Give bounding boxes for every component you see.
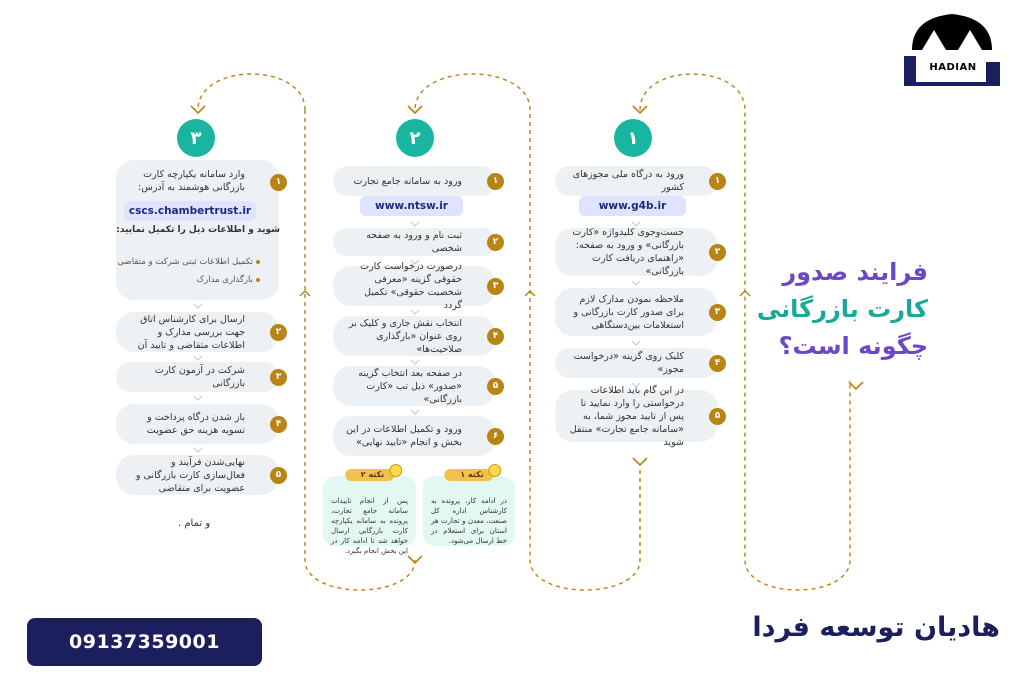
- column-2-step-2: [333, 228, 499, 256]
- column-3-step-3: [116, 362, 282, 392]
- column-2-step-1: [333, 166, 499, 196]
- company-name: هادیان توسعه فردا: [752, 612, 1000, 643]
- title-line-1: فرایند صدور: [782, 258, 928, 286]
- step-circle-1: ۱: [614, 119, 652, 157]
- g4b-url[interactable]: www.g4b.ir: [579, 196, 686, 216]
- step-circle-3: ۳: [177, 119, 215, 157]
- sub-item-text: تکمیل اطلاعات ثبتی شرکت و متقاضی: [117, 257, 253, 267]
- step-number-badge: ۳: [487, 278, 504, 295]
- step-number-badge: ۵: [709, 408, 726, 425]
- step-number-badge: ۳: [709, 304, 726, 321]
- sub-item-text: بارگذاری مدارک: [196, 275, 253, 285]
- step-number-badge: ۴: [270, 416, 287, 433]
- step-number-badge: ۲: [270, 324, 287, 341]
- column-1-step-3: [555, 288, 721, 336]
- column-3-step-2: [116, 312, 282, 352]
- finish-text: و تمام .: [178, 518, 211, 529]
- bullet-dot-icon: [256, 278, 260, 282]
- step-text: باز شدن درگاه پرداخت و تسویه هزینه حق عضویت: [146, 412, 245, 436]
- logo-wordmark: HADIAN: [929, 62, 977, 73]
- step-number-badge: ۱: [487, 173, 504, 190]
- column-1-step-5: [555, 384, 721, 448]
- note-tag: [345, 469, 394, 481]
- column-2-step-3: [333, 261, 499, 311]
- step-text: ورود و تکمیل اطلاعات در این بخش و انجام «تایید نهایی»: [346, 424, 462, 448]
- step-text: نهایی‌شدن فرآیند و فعال‌سازی کارت بازرگانی و عضویت برای متقاضی: [135, 456, 245, 494]
- step-circle-2: ۲: [396, 119, 434, 157]
- note-tag: [444, 469, 493, 481]
- chambertrust-url[interactable]: cscs.chambertrust.ir: [124, 201, 256, 221]
- sub-item-1: [117, 257, 260, 267]
- column-2-step-6: [333, 416, 499, 456]
- lightbulb-icon: [489, 464, 502, 477]
- phone-number-button[interactable]: 09137359001: [27, 618, 262, 666]
- fill-instruction: شوید و اطلاعات ذیل را تکمیل نمایید:: [116, 225, 280, 235]
- step-text: ورود به درگاه ملی مجوزهای کشور: [572, 169, 684, 193]
- step-text: ارسال برای کارشناس اتاق جهت بررسی مدارک و اطلاعات متقاضی و تایید آن: [137, 313, 245, 351]
- step-text: در صفحه بعد انتخاب گزینه «صدور» ذیل تب «کارت بازرگانی»: [358, 367, 462, 405]
- step-text: ملاحظه نمودن مدارک لازم برای صدور کارت بازرگانی و استعلامات بین‌دستگاهی: [573, 293, 684, 331]
- step-number-badge: ۲: [487, 234, 504, 251]
- step-text: درصورت درخواست کارت حقوقی گزینه «معرفی شخصیت حقوقی» تکمیل گردد: [360, 261, 462, 311]
- step-number-badge: ۳: [270, 369, 287, 386]
- ntsw-url[interactable]: www.ntsw.ir: [360, 196, 463, 216]
- note-1: [423, 470, 515, 546]
- column-1-step-2: [555, 227, 721, 277]
- hadian-logo: [904, 10, 1000, 88]
- note-2: [323, 470, 416, 555]
- step-number-badge: ۱: [270, 174, 287, 191]
- lightbulb-icon: [389, 464, 402, 477]
- step-number-badge: ۴: [709, 355, 726, 372]
- title-line-2: کارت بازرگانی: [756, 295, 928, 323]
- column-2-step-5: [333, 366, 499, 406]
- step-text: در این گام باید اطلاعات درخواستی را وارد نمایید تا پس از تایید مجوز شما، به «سامانه جامع تجارت» منتقل شوید: [569, 384, 684, 448]
- bullet-dot-icon: [256, 260, 260, 264]
- step-number-badge: ۲: [709, 244, 726, 261]
- step-text: وارد سامانه یکپارچه کارت بازرگانی هوشمند به آدرس:: [138, 169, 245, 193]
- title-line-3: چگونه است؟: [778, 332, 928, 360]
- sub-item-2: [197, 275, 260, 285]
- note-text: در ادامه کار، پرونده به کارشناس اداره کل صنعت، معدن و تجارت هر استان برای استعلام در خط ارسال می‌شود.: [431, 497, 507, 545]
- step-text: ثبت نام و ورود به صفحه شخصی: [366, 230, 462, 254]
- note-tag-label: نکته ۲: [360, 470, 385, 479]
- step-text: ورود به سامانه جامع تجارت: [353, 175, 462, 187]
- step-number-badge: ۴: [487, 328, 504, 345]
- step-number-badge: ۵: [270, 467, 287, 484]
- column-2-step-4: [333, 316, 499, 356]
- note-text: پس از انجام تاییدات سامانه جامع تجارت، پرونده به سامانه یکپارچه کارت بازرگانی ارسال خواهد شد تا ادامه کار در این بخش انجام بگیرد.: [331, 497, 408, 555]
- step-number-badge: ۵: [487, 378, 504, 395]
- column-1-step-4: [555, 348, 721, 378]
- step-text: جست‌وجوی کلیدواژه «کارت بازرگانی» و ورود به صفحه: «راهنمای دریافت کارت بازرگانی»: [572, 227, 684, 277]
- column-3-step-5: [116, 455, 282, 495]
- step-text: کلیک روی گزینه «درخواست مجوز»: [573, 351, 684, 375]
- step-text: انتخاب نقش جاری و کلیک بر روی عنوان «بارگذاری صلاحیت‌ها»: [348, 317, 462, 355]
- column-3-step-4: [116, 404, 282, 444]
- step-number-badge: ۱: [709, 173, 726, 190]
- step-number-badge: ۶: [487, 428, 504, 445]
- note-tag-label: نکته ۱: [460, 470, 484, 479]
- column-1-step-1: [555, 166, 721, 196]
- step-text: شرکت در آزمون کارت بازرگانی: [154, 365, 245, 389]
